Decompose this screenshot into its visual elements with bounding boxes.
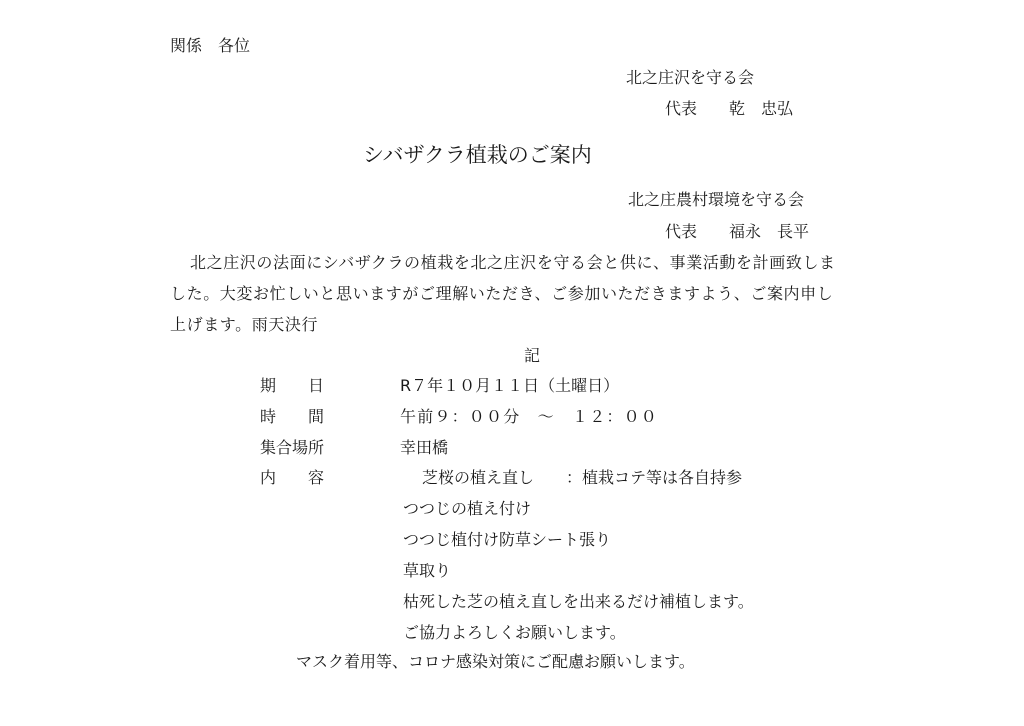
- ki-mark: 記: [524, 346, 541, 365]
- content-line-3: つつじ植付け防草シート張り: [403, 530, 612, 549]
- sender1-representative: 代表 乾 忠弘: [665, 99, 794, 118]
- time-value: 午前９：００分 ～ １２：００: [400, 407, 659, 426]
- body-line-3: 上げます。雨天決行: [170, 315, 319, 334]
- date-value: R７年１０月１１日（土曜日）: [400, 376, 620, 395]
- content-line-4: 草取り: [403, 561, 452, 580]
- sender1-org: 北之庄沢を守る会: [626, 68, 755, 87]
- content-label: 内 容: [260, 468, 325, 487]
- content-line-2: つつじの植え付け: [403, 499, 532, 518]
- body-line-2: した。大変お忙しいと思いますがご理解いただき、ご参加いただきますよう、ご案内申し: [170, 284, 834, 303]
- sender2-org: 北之庄農村環境を守る会: [628, 190, 805, 209]
- place-label: 集合場所: [260, 438, 325, 457]
- time-label: 時 間: [260, 407, 325, 426]
- content-line-1: 芝桜の植え直し ：植栽コテ等は各自持参: [422, 468, 743, 487]
- date-label: 期 日: [260, 376, 325, 395]
- addressee: 関係 各位: [170, 36, 251, 55]
- content-line-6: ご協力よろしくお願いします。: [403, 623, 626, 642]
- sender2-representative: 代表 福永 長平: [665, 222, 810, 241]
- place-value: 幸田橋: [400, 438, 449, 457]
- body-line-1: 北之庄沢の法面にシバザクラの植栽を北之庄沢を守る会と供に、事業活動を計画致しま: [190, 253, 836, 272]
- content-line-5: 枯死した芝の植え直しを出来るだけ補植します。: [403, 592, 754, 611]
- footer-note: マスク着用等、コロナ感染対策にご配慮お願いします。: [296, 652, 695, 671]
- page-title: シバザクラ植栽のご案内: [363, 143, 592, 167]
